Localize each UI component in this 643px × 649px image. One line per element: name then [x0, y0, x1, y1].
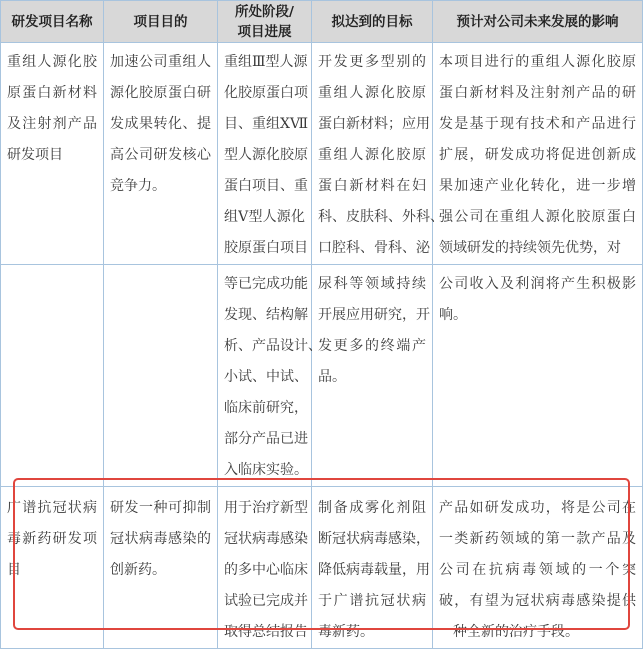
cell-line: 组Ⅴ型人源化	[224, 209, 305, 225]
cell-line: 冠状病毒感染	[224, 531, 308, 547]
cell-stage	[218, 487, 312, 649]
cell-line: 毒新药研发项	[7, 531, 97, 547]
cell-line: 尿科等领域持续	[318, 276, 426, 292]
cell-purpose	[104, 43, 218, 265]
header-stage	[218, 1, 312, 43]
cell-goal	[312, 43, 444, 265]
cell-line: 临床前研究，	[224, 400, 308, 416]
cell-goal	[312, 265, 433, 487]
cell-line: 一类新药领域的第一款产品及	[439, 531, 636, 547]
cell-line: 重组人源化胶原	[318, 85, 426, 101]
cell-line: 竞争力。	[110, 178, 166, 194]
cell-line: 研发项目	[7, 147, 63, 163]
cell-line: 重组Ⅲ型人源	[224, 54, 308, 70]
cell-line: 开发更多型别的	[318, 54, 426, 70]
cell-line: 发是基于现有技术和产品进行	[439, 116, 636, 132]
table-row	[1, 43, 643, 265]
header-row	[1, 1, 643, 43]
cell-line: 口腔科、骨科、泌	[318, 240, 430, 256]
cell-line: 广谱抗冠状病	[7, 500, 97, 516]
cell-line: 入临床实验。	[224, 462, 308, 478]
cell-line: 创新药。	[110, 562, 166, 578]
cell-line: 重组人源化胶原	[318, 147, 426, 163]
cell-line: 领域研发的持续领先优势，对	[439, 240, 621, 256]
cell-line: 发现、结构解	[224, 307, 308, 323]
cell-line: 取得总结报告	[224, 624, 308, 640]
cell-line: 降低病毒载量，用	[318, 562, 430, 578]
cell-line: 公司在抗病毒领域的一个突	[439, 562, 636, 578]
header-stage-line: 所处阶段/	[235, 3, 294, 20]
header-purpose: 项目目的	[104, 1, 218, 43]
cell-line: 目	[7, 562, 21, 578]
cell-line: 用于治疗新型	[224, 500, 308, 516]
cell-line: 化胶原蛋白项	[224, 85, 308, 101]
cell-stage	[218, 265, 322, 487]
cell-line: 断冠状病毒感染，	[318, 531, 430, 547]
cell-line: 型人源化胶原	[224, 147, 308, 163]
cell-name	[1, 487, 104, 649]
header-stage-line: 项目进展	[237, 23, 292, 40]
cell-line: 的多中心临床	[224, 562, 308, 578]
cell-line: 蛋白项目、重	[224, 178, 308, 194]
header-goal: 拟达到的目标	[312, 1, 433, 43]
header-project-name: 研发项目名称	[1, 1, 104, 43]
cell-line: 蛋白新材料在妇	[318, 178, 426, 194]
cell-line: 及注射剂产品	[7, 116, 97, 132]
cell-line: 于广谱抗冠状病	[318, 593, 426, 609]
cell-line: 毒新药。	[318, 624, 374, 640]
header-impact: 预计对公司未来发展的影响	[433, 1, 643, 43]
table-row	[1, 265, 643, 487]
cell-line: 一种全新的治疗手段。	[439, 624, 579, 640]
table-row	[1, 487, 643, 649]
cell-impact	[433, 43, 643, 265]
cell-line: 强公司在重组人源化胶原蛋白	[439, 209, 636, 225]
cell-line: 析、产品设计、	[224, 338, 322, 354]
cell-line: 破，有望为冠状病毒感染提供	[439, 593, 636, 609]
cell-line: 发更多的终端产	[318, 338, 426, 354]
cell-line: 冠状病毒感染的	[110, 531, 211, 547]
cell-line: 蛋白新材料；应用	[318, 116, 430, 132]
cell-stage	[218, 43, 312, 265]
cell-name	[1, 43, 104, 265]
cell-impact	[433, 265, 643, 487]
cell-purpose	[104, 487, 218, 649]
cell-line: 加速公司重组人	[110, 54, 211, 70]
cell-line: 小试、中试、	[224, 369, 308, 385]
cell-line: 胶原蛋白项目	[224, 240, 308, 256]
cell-line: 源化胶原蛋白研	[110, 85, 211, 101]
cell-line: 高公司研发核心	[110, 147, 211, 163]
cell-line: 部分产品已进	[224, 431, 308, 447]
cell-line: 原蛋白新材料	[7, 85, 97, 101]
cell-goal	[312, 487, 433, 649]
cell-line: 制备成雾化剂阻	[318, 500, 426, 516]
cell-line: 开展应用研究，开	[318, 307, 430, 323]
cell-line: 试验已完成并	[224, 593, 308, 609]
cell-line: 蛋白新材料及注射剂产品的研	[439, 85, 636, 101]
cell-purpose	[104, 265, 218, 487]
cell-line: 响。	[439, 307, 467, 323]
cell-line: 扩展，研发成功将促进创新成	[439, 147, 636, 163]
cell-line: 研发一种可抑制	[110, 500, 211, 516]
cell-line: 产品如研发成功，将是公司在	[439, 500, 636, 516]
cell-impact	[433, 487, 643, 649]
cell-line: 品。	[318, 369, 346, 385]
cell-line: 等已完成功能	[224, 276, 308, 292]
cell-name	[1, 265, 104, 487]
cell-line: 本项目进行的重组人源化胶原	[439, 54, 636, 70]
cell-line: 目、重组ⅩⅦ	[224, 116, 309, 132]
cell-line: 公司收入及利润将产生积极影	[439, 276, 636, 292]
cell-line: 科、皮肤科、外科、	[318, 209, 444, 225]
cell-line: 果加速产业化转化，进一步增	[439, 178, 636, 194]
cell-line: 发成果转化、提	[110, 116, 211, 132]
cell-line: 重组人源化胶	[7, 54, 97, 70]
